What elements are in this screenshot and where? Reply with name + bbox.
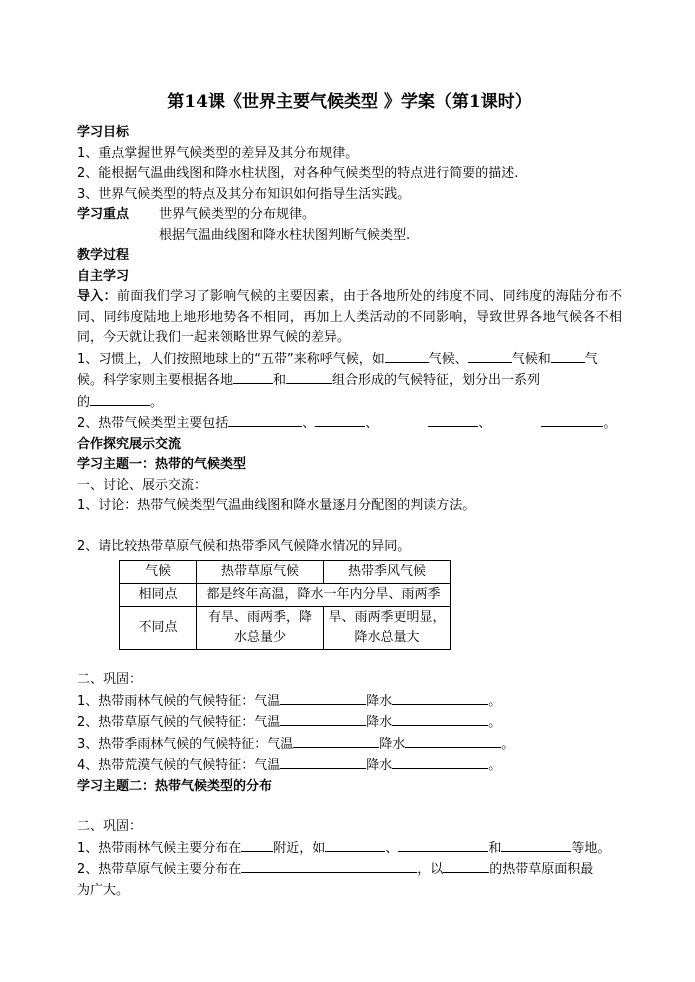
fill-blank[interactable]: [392, 712, 488, 726]
consolidate-2-item-2: 2、热带草原气候主要分布在 ，以 的热带草原面积最: [77, 859, 622, 881]
self-study-heading: 自主学习: [77, 268, 130, 284]
discuss-item-2: 2、请比较热带草原气候和热带季风气候降水情况的异同。: [77, 538, 411, 554]
period: 。: [603, 416, 617, 431]
intro-text: 前面我们学习了影响气候的主要因素，由于各地所处的纬度不同、同纬度的海陆分布不同、同纬度陆地上地形地势各不相同，再加上人类活动的不同影响，导致世界各地气候各不相同，今天就让我们一起来领略世界气候的差异。: [77, 289, 622, 345]
question-2: [77, 413, 622, 435]
table-cell-same-text: 都是终年高温，降水一年内分旱、雨两季: [197, 584, 451, 607]
comparison-table: [119, 560, 451, 650]
question-1-text-a: 1、习惯上，人们按照地球上的“五带”来称呼气候，如: [77, 351, 385, 367]
separator: 、: [302, 416, 316, 431]
fill-blank[interactable]: [541, 413, 603, 427]
separator: 、: [365, 416, 379, 431]
fill-blank[interactable]: [398, 838, 488, 852]
fill-blank[interactable]: [468, 349, 512, 363]
keypoints-line-1: [77, 205, 622, 226]
keypoints-text-1: 世界气候类型的分布规律。: [159, 207, 316, 222]
fill-blank[interactable]: [405, 734, 501, 748]
question-1-text-i: 。: [150, 394, 164, 410]
document-content: [77, 90, 622, 901]
question-1-line-2: [77, 370, 622, 392]
question-2-text: 2、热带气候类型主要包括: [77, 416, 229, 431]
consolidate-2-item-1: 1、热带雨林气候主要分布在 附近，如 、 和 等地。: [77, 838, 622, 860]
goals-heading: 学习目标: [77, 125, 130, 140]
fill-blank[interactable]: [501, 838, 571, 852]
fill-blank[interactable]: [428, 413, 478, 427]
fill-blank[interactable]: [228, 413, 302, 427]
consolidate-1-item-4: 4、热带荒漠气候的气候特征：气温 降水 。: [77, 755, 622, 777]
table-cell-diff-label: 不同点: [120, 607, 197, 650]
goal-item-2: 2、能根据气温曲线图和降水柱状图，对各种气候类型的特点进行简要的描述.: [77, 166, 519, 181]
question-1-line-3: [77, 392, 622, 414]
consolidate-1-item-3: 3、热带季雨林气候的气候特征：气温 降水 。: [77, 734, 622, 756]
keypoints-label: 学习重点: [77, 207, 130, 222]
topic-1-heading: 学习主题一：热带的气候类型: [77, 457, 247, 472]
table-header: 热带草原气候: [197, 561, 324, 584]
topic-2-heading: 学习主题二：热带气候类型的分布: [77, 778, 273, 794]
consolidate-1-item-2: 2、热带草原气候的气候特征：气温 降水 。: [77, 712, 622, 734]
consolidate-1-heading: 二、巩固：: [77, 672, 143, 687]
question-1-text-c: 气候和: [511, 351, 551, 367]
goal-item-1: 1、重点掌握世界气候类型的差异及其分布规律。: [77, 145, 359, 161]
intro-paragraph: [77, 287, 622, 349]
separator: 、: [478, 416, 492, 431]
process-heading: 教学过程: [77, 248, 130, 263]
table-header: 气候: [120, 561, 197, 584]
fill-blank[interactable]: [280, 755, 366, 769]
table-row: [120, 584, 451, 607]
fill-blank[interactable]: [443, 859, 489, 873]
fill-blank[interactable]: [551, 349, 585, 363]
fill-blank[interactable]: [241, 838, 273, 852]
page-title: 第14课《世界主要气候类型 》学案（第1课时）: [167, 92, 532, 112]
fill-blank[interactable]: [325, 838, 385, 852]
fill-blank[interactable]: [315, 413, 365, 427]
table-row: [120, 607, 451, 650]
table-row: [120, 561, 451, 584]
question-1-line-1: [77, 349, 622, 371]
goal-item-3: 3、世界气候类型的特点及其分布知识如何指导生活实践。: [77, 186, 411, 202]
consolidate-1-item-1: 1、热带雨林气候的气候特征：气温 降水 。: [77, 691, 622, 713]
table-cell-diff-savanna: 有旱、雨两季，降 水总量少: [197, 607, 324, 650]
fill-blank[interactable]: [286, 370, 332, 384]
table-cell-diff-monsoon: 旱、雨两季更明显， 降水总量大: [324, 607, 451, 650]
consolidate-2-heading: 二、巩固：: [77, 819, 143, 834]
fill-blank[interactable]: [385, 349, 429, 363]
table-header: 热带季风气候: [324, 561, 451, 584]
fill-blank[interactable]: [293, 734, 379, 748]
coop-heading: 合作探究展示交流: [77, 436, 182, 452]
fill-blank[interactable]: [392, 755, 488, 769]
question-1-text-b: 气候、: [428, 351, 468, 367]
fill-blank[interactable]: [241, 859, 417, 873]
question-1-text-f: 和: [273, 373, 287, 388]
fill-blank[interactable]: [280, 691, 366, 705]
question-1-text-g: 组合形成的气候特征，划分出一系列: [332, 373, 541, 388]
intro-label: 导入：: [77, 289, 117, 304]
fill-blank[interactable]: [233, 370, 273, 384]
fill-blank[interactable]: [90, 392, 150, 406]
question-1-text-e: 候。科学家则主要根据各地: [77, 373, 234, 388]
discuss-heading: 一、讨论、展示交流：: [77, 477, 208, 493]
keypoints-text-2: 根据气温曲线图和降水柱状图判断气候类型.: [159, 227, 411, 243]
question-1-text-h: 的: [77, 394, 91, 410]
table-cell-same-label: 相同点: [120, 584, 197, 607]
discuss-item-1: 1、讨论：热带气候类型气温曲线图和降水量逐月分配图的判读方法。: [77, 498, 476, 513]
fill-blank[interactable]: [392, 691, 488, 705]
fill-blank[interactable]: [280, 712, 366, 726]
question-1-text-d: 气: [584, 351, 598, 367]
consolidate-2-item-2-cont: 为广大。: [77, 882, 130, 898]
